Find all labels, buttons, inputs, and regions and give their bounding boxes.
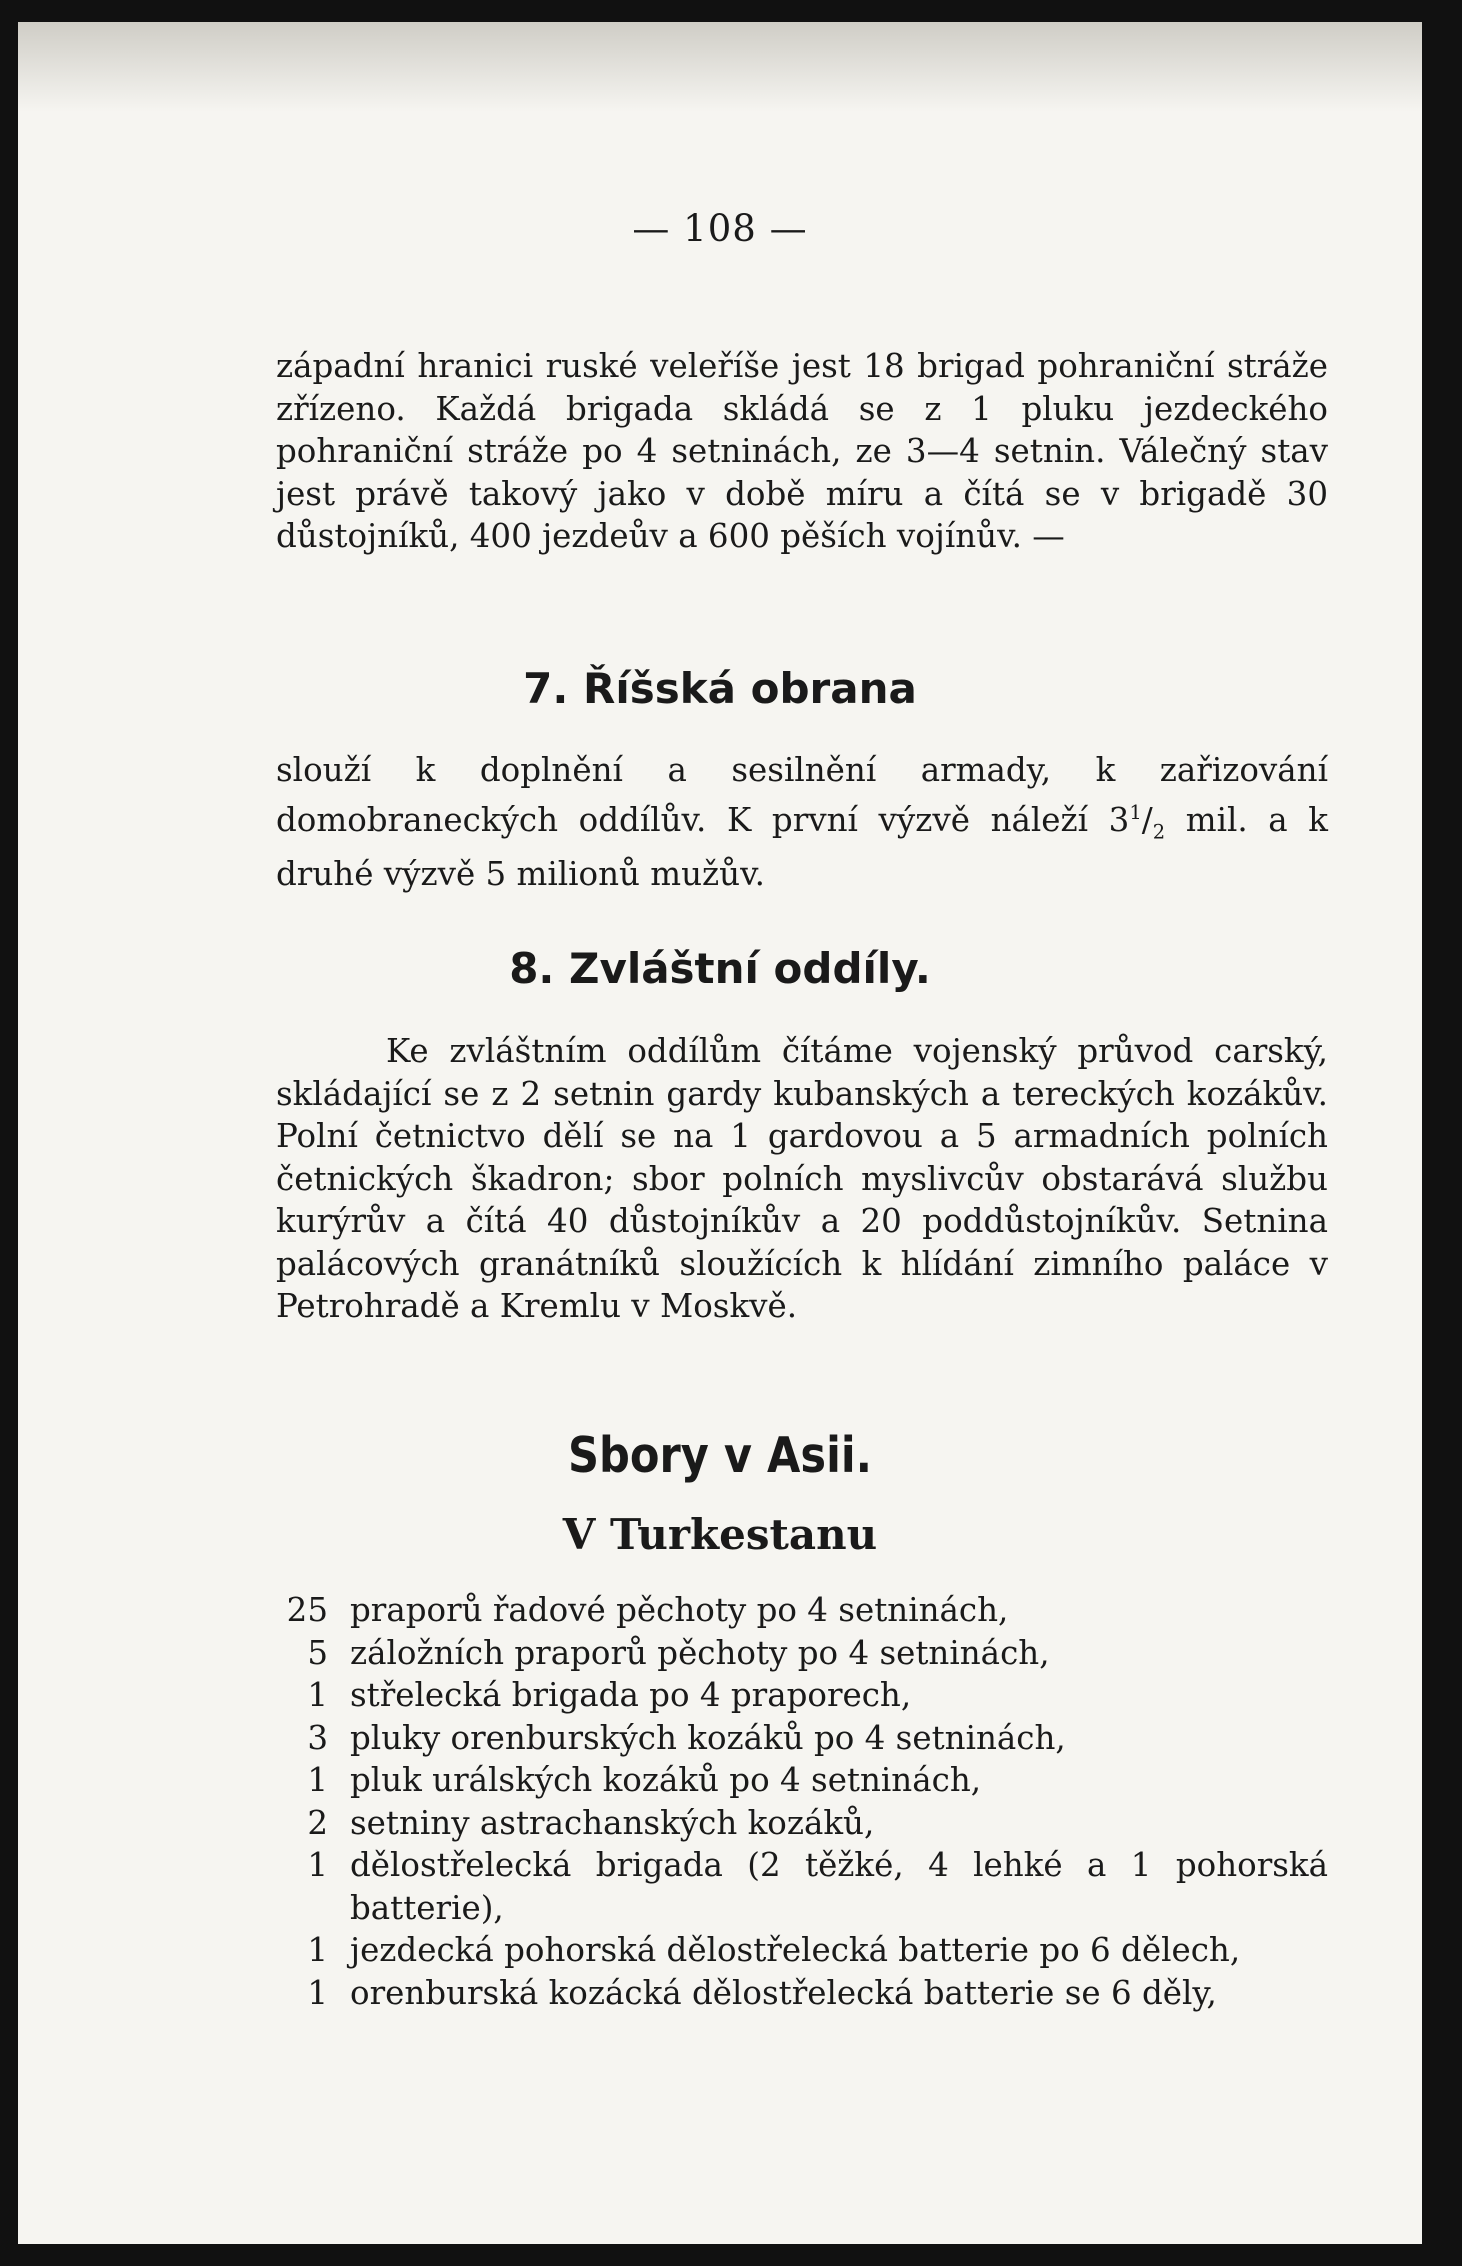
unit-count: 1	[307, 1931, 328, 1969]
turkestan-heading: V Turkestanu	[562, 1510, 878, 1559]
unit-description: pluk urálských kozáků po 4 setninách,	[350, 1761, 982, 1799]
unit-count: 2	[307, 1803, 328, 1842]
list-item	[276, 1717, 1328, 1760]
turkestan-units-list	[276, 1589, 1328, 2014]
imperial-defense-text-start: slouží k doplnění a sesilnění armady, k zařizování domobraneckých oddílův. K první výzvě náleží 3	[276, 751, 1328, 839]
unit-count: 25	[286, 1591, 328, 1629]
page-number: — 108 —	[632, 207, 808, 250]
list-item	[276, 1929, 1328, 1972]
list-item	[276, 1632, 1328, 1675]
unit-count: 1	[307, 1676, 328, 1714]
unit-description: praporů řadové pěchoty po 4 setninách,	[350, 1591, 1009, 1629]
unit-description: orenburská kozácká dělostřelecká batterie se 6 děly,	[350, 1973, 1217, 2012]
section-7-heading: 7. Říšská obrana	[523, 664, 917, 713]
fraction-denominator: 2	[1152, 819, 1166, 843]
unit-count: 1	[307, 1973, 328, 2012]
paragraph-border-guard: západní hranici ruské veleříše jest 18 brigad pohraniční stráže zřízeno. Každá brigada skládá se z 1 pluku jezdeckého pohraniční stráže po 4 setninách, ze 3—4 setnin. Válečný stav jest právě takový jako v době míru a čítá se v brigadě 30 důstojníků, 400 jezdeův a 600 pěších vojínův. —	[276, 347, 1328, 555]
scan-edge-shadow	[18, 22, 1422, 112]
imperial-defense-text-end: mil. a k druhé výzvě 5 milionů mužův.	[276, 800, 1328, 894]
list-item	[276, 1972, 1328, 2015]
unit-description: záložních praporů pěchoty po 4 setninách,	[350, 1633, 1050, 1672]
list-item	[276, 1844, 1328, 1929]
list-item	[276, 1759, 1328, 1802]
unit-count: 1	[307, 1761, 328, 1799]
unit-count: 5	[307, 1633, 328, 1672]
unit-description: jezdecká pohorská dělostřelecká batterie po 6 dělech,	[350, 1931, 1241, 1969]
list-item	[276, 1802, 1328, 1845]
unit-count: 3	[307, 1718, 328, 1757]
asia-corps-heading: Sbory v Asii.	[567, 1427, 873, 1484]
unit-count: 1	[307, 1846, 328, 1884]
book-page	[18, 22, 1422, 2244]
section-8-heading: 8. Zvláštní oddíly.	[509, 944, 931, 993]
fraction-numerator: 1	[1129, 800, 1142, 824]
unit-description: dělostřelecká brigada (2 těžké, 4 lehké a 1 pohorská batterie),	[350, 1846, 1328, 1927]
unit-description: setniny astrachanských kozáků,	[350, 1803, 875, 1842]
paragraph-imperial-defense: slouží k doplnění a sesilnění armady, k zařizování domobraneckých oddílův. K první výzvě náleží $3^1/_2$ mil. a k druhé výzvě 5 milionů mužův.	[276, 751, 1328, 894]
unit-description: střelecká brigada po 4 praporech,	[350, 1676, 912, 1714]
paragraph-special-units: Ke zvláštním oddílům čítáme vojenský průvod carský, skládající se z 2 setnin gardy kubanských a tereckých kozákův. Polní četnictvo dělí se na 1 gardovou a 5 armadních polních četnických škadron; sbor polních myslivcův obstarává službu kurýrův a čítá 40 důstojníkův a 20 poddůstojníkův. Setnina palácových granátníků sloužících k hlídání zimního paláce v Petrohradě a Kremlu v Moskvě.	[276, 1032, 1328, 1325]
list-item	[276, 1674, 1328, 1717]
unit-description: pluky orenburských kozáků po 4 setninách,	[350, 1718, 1066, 1757]
list-item	[276, 1589, 1328, 1632]
